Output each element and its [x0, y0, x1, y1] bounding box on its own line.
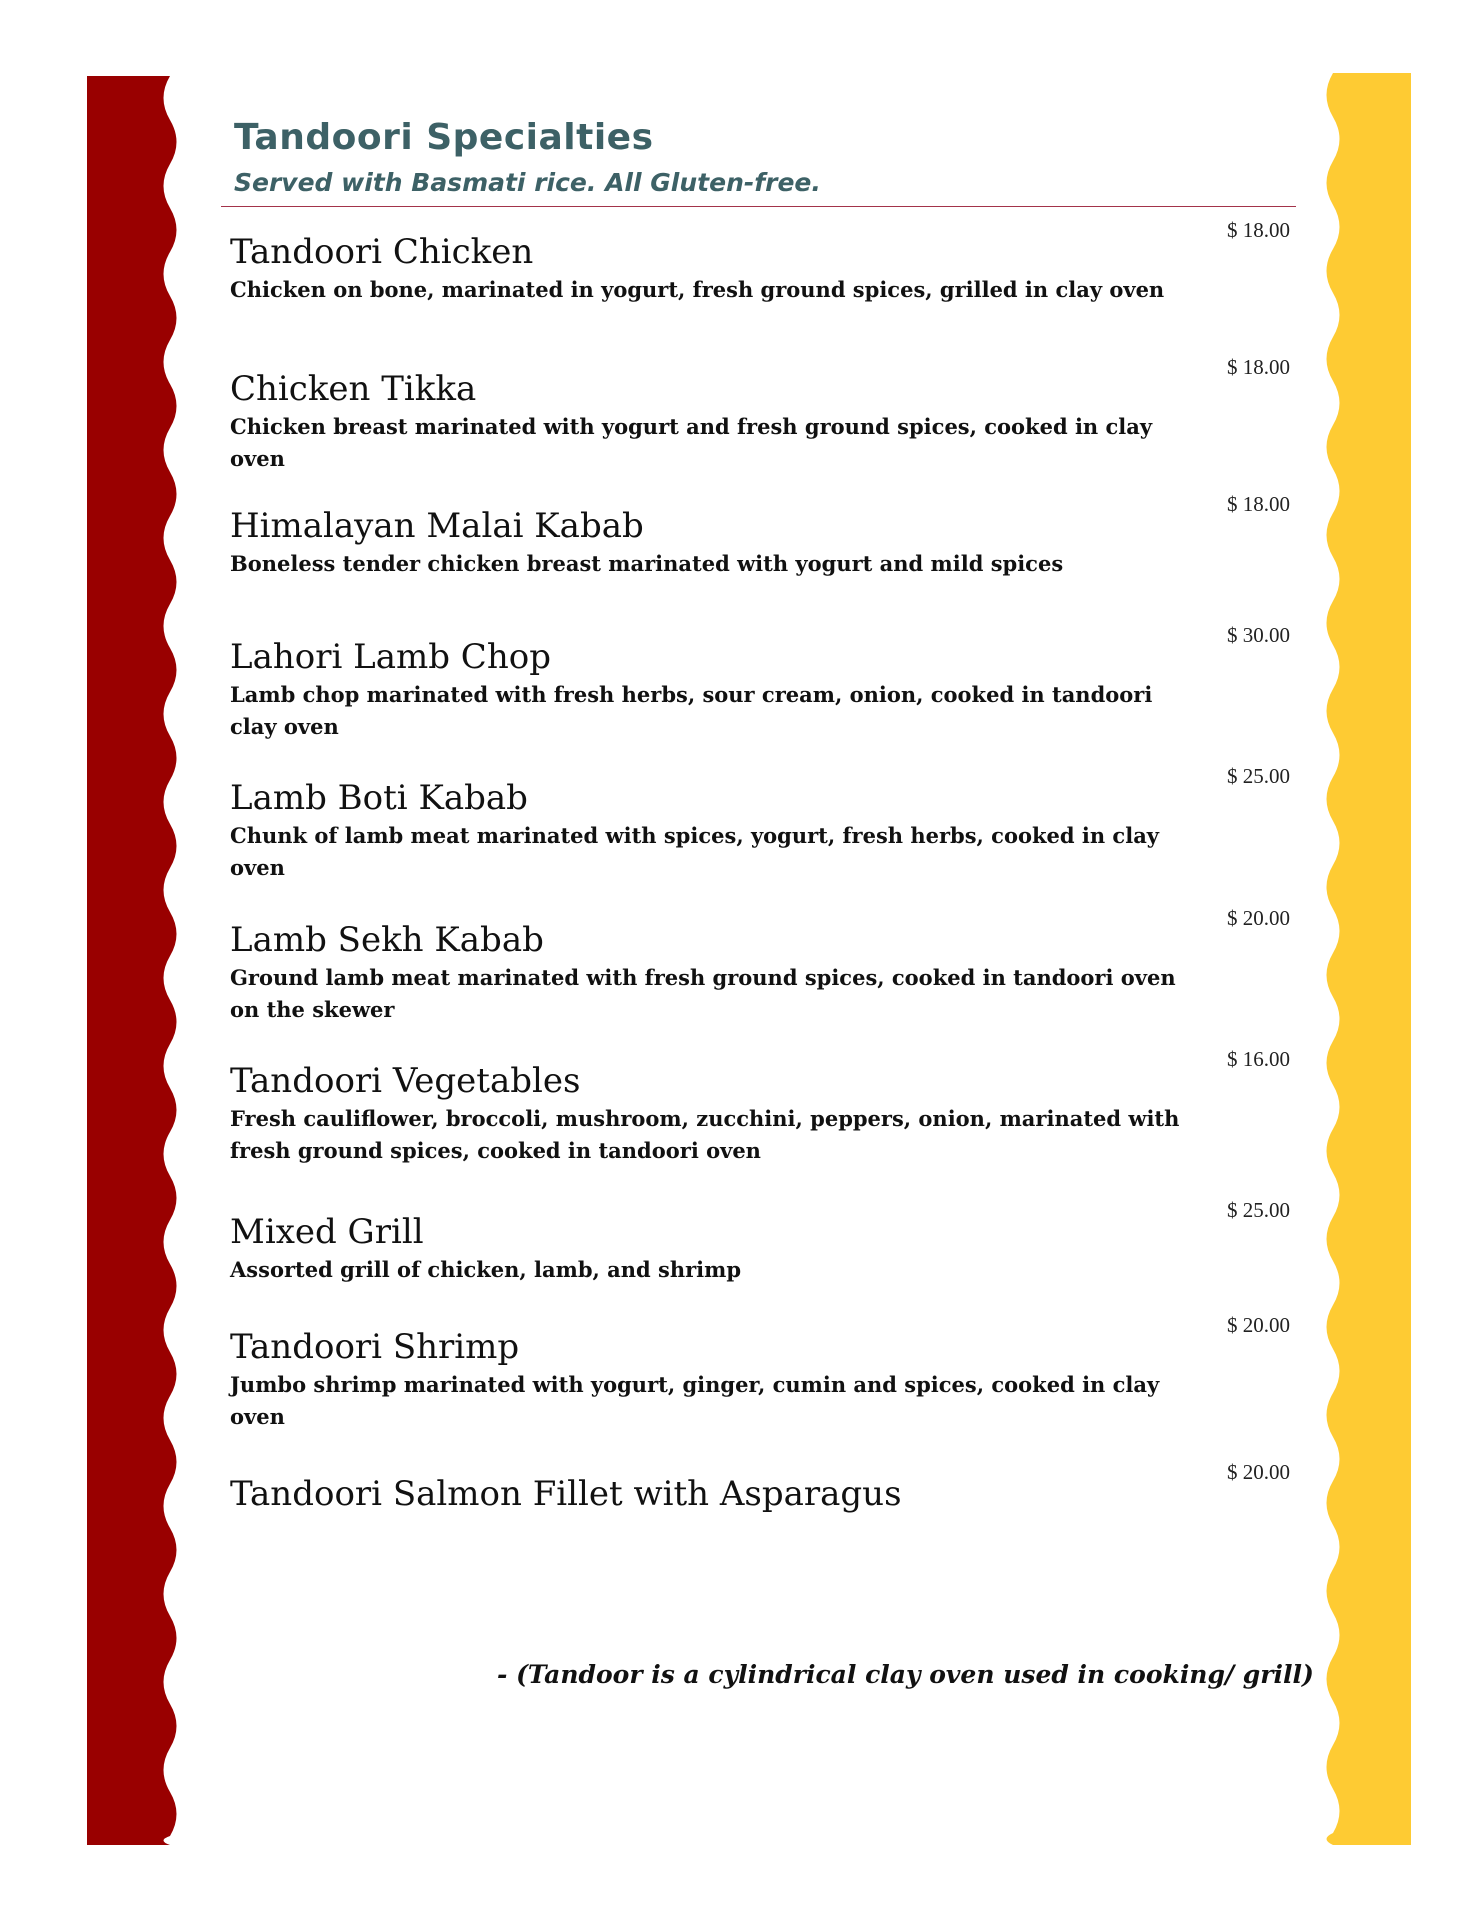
right-yellow-band [1327, 73, 1412, 1845]
menu-item-description: Assorted grill of chicken, lamb, and shrimp [230, 1257, 742, 1282]
menu-item-name: Tandoori Salmon Fillet with Asparagus [230, 1474, 902, 1514]
menu-item [230, 1460, 1290, 1516]
menu-item-description: Jumbo shrimp marinated with yogurt, ginger, cumin and spices, cooked in clay oven [230, 1372, 1160, 1429]
menu-item-price: $ 18.00 [1227, 492, 1290, 516]
menu-item [230, 764, 1290, 884]
menu-item [230, 492, 1290, 580]
menu-item-name: Tandoori Shrimp [230, 1327, 520, 1367]
menu-item-description: Fresh cauliflower, broccoli, mushroom, zucchini, peppers, onion, marinated with fresh ground spices, cooked in tandoori oven [230, 1106, 1180, 1163]
menu-item-description: Lamb chop marinated with fresh herbs, sour cream, onion, cooked in tandoori clay oven [230, 682, 1153, 739]
menu-item-price: $ 20.00 [1227, 906, 1290, 930]
menu-item-name: Tandoori Chicken [230, 232, 534, 272]
menu-item-name: Chicken Tikka [230, 369, 477, 409]
menu-item-name: Mixed Grill [230, 1212, 424, 1252]
heading-divider [221, 206, 1296, 207]
section-subtitle: Served with Basmati rice. All Gluten-free. [234, 168, 821, 197]
menu-item [230, 906, 1290, 1026]
menu-item-name: Lamb Boti Kabab [230, 778, 528, 818]
menu-item [230, 218, 1290, 306]
menu-item-description: Chicken on bone, marinated in yogurt, fresh ground spices, grilled in clay oven [230, 277, 1165, 302]
menu-item-name: Lamb Sekh Kabab [230, 920, 544, 960]
menu-item-price: $ 18.00 [1227, 218, 1290, 242]
menu-item-price: $ 30.00 [1227, 623, 1290, 647]
menu-item-name: Tandoori Vegetables [230, 1061, 581, 1101]
menu-item [230, 1313, 1290, 1433]
menu-item-name: Himalayan Malai Kabab [230, 506, 644, 546]
menu-item-name: Lahori Lamb Chop [230, 637, 551, 677]
left-red-band [87, 76, 177, 1845]
menu-item-price: $ 25.00 [1227, 1198, 1290, 1222]
menu-item-description: Ground lamb meat marinated with fresh ground spices, cooked in tandoori oven on the skewer [230, 965, 1176, 1022]
menu-item [230, 1198, 1290, 1286]
menu-item-description: Chicken breast marinated with yogurt and fresh ground spices, cooked in clay oven [230, 414, 1153, 471]
menu-item-price: $ 20.00 [1227, 1460, 1290, 1484]
menu-item [230, 1047, 1290, 1167]
menu-item-price: $ 25.00 [1227, 764, 1290, 788]
footnote: - (Tandoor is a cylindrical clay oven used in cooking/ grill) [497, 1660, 1314, 1689]
section-title: Tandoori Specialties [234, 117, 654, 158]
section-heading [234, 117, 821, 197]
menu-item-description: Chunk of lamb meat marinated with spices, yogurt, fresh herbs, cooked in clay oven [230, 823, 1160, 880]
menu-item-price: $ 20.00 [1227, 1313, 1290, 1337]
menu-item [230, 355, 1290, 475]
menu-item-price: $ 16.00 [1227, 1047, 1290, 1071]
menu-item-description: Boneless tender chicken breast marinated with yogurt and mild spices [230, 551, 1064, 576]
menu-item [230, 623, 1290, 743]
menu-item-price: $ 18.00 [1227, 355, 1290, 379]
